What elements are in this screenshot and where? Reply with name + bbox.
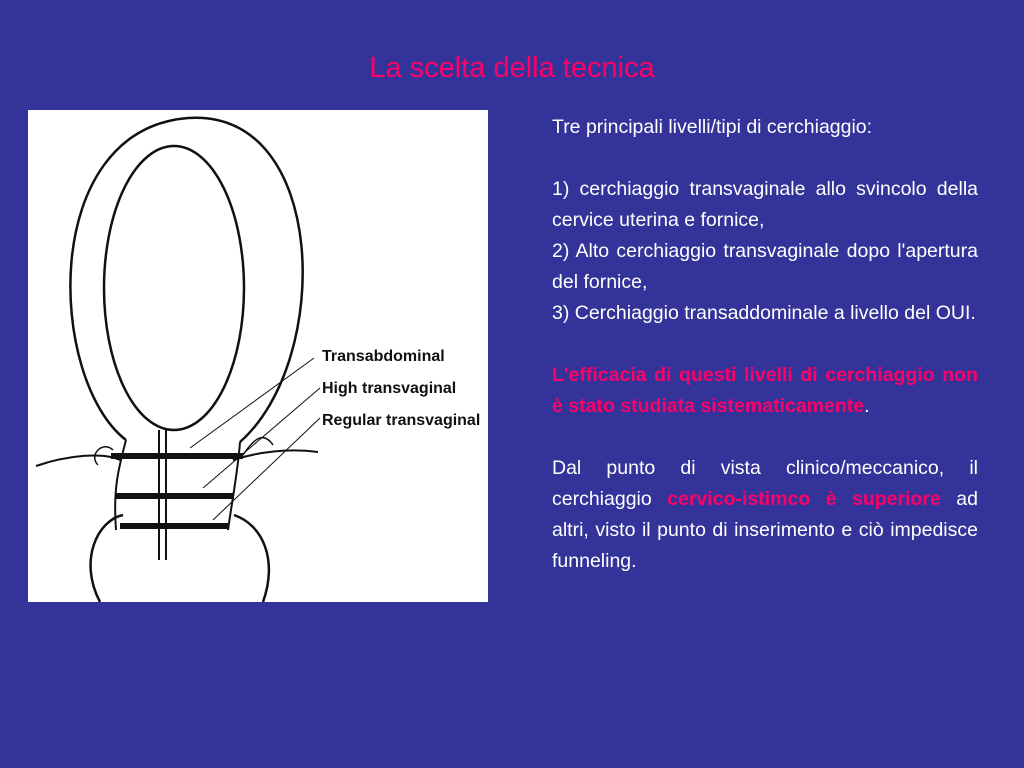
slide-title: La scelta della tecnica	[369, 52, 655, 84]
closing-after: ad altri, visto il punto di inserimento e ciò impedisce funneling.	[552, 488, 978, 572]
uterus-cervix-illustration	[28, 110, 488, 602]
spacer	[552, 143, 978, 174]
list-item-2: 2) Alto cerchiaggio transvaginale dopo l'apertura del fornice,	[552, 240, 978, 293]
label-regular-transvaginal: Regular transvaginal	[322, 412, 481, 429]
body-text	[552, 112, 978, 577]
cerclage-diagram	[28, 110, 488, 602]
fornix-line	[36, 455, 120, 466]
closing-highlight: cervico-istimco è superiore	[667, 488, 941, 510]
spacer	[552, 329, 978, 360]
uterine-cavity	[104, 146, 244, 430]
efficacy-end: .	[864, 395, 870, 417]
pointer-line-high-transvaginal	[203, 388, 320, 488]
efficacy-paragraph	[552, 360, 978, 422]
spacer	[552, 422, 978, 453]
closing-paragraph	[552, 453, 978, 577]
cerclage-band-transabdominal	[111, 453, 243, 459]
list-item-1: 1) cerchiaggio transvaginale allo svincolo della cervice uterina e fornice,	[552, 178, 978, 231]
cerclage-band-high-transvaginal	[116, 493, 234, 499]
list-item-3: 3) Cerchiaggio transaddominale a livello del OUI.	[552, 302, 976, 324]
efficacy-highlight: L'efficacia di questi livelli di cerchiaggio non è stato studiata sistematicamente	[552, 364, 978, 417]
cerclage-band-regular-transvaginal	[120, 523, 228, 529]
intro-line: Tre principali livelli/tipi di cerchiaggio:	[552, 116, 873, 138]
label-transabdominal: Transabdominal	[322, 348, 445, 365]
closing-before: Dal punto di vista clinico/meccanico, il cerchiaggio	[552, 457, 978, 510]
label-high-transvaginal: High transvaginal	[322, 380, 457, 397]
pointer-line-transabdominal	[190, 358, 314, 448]
